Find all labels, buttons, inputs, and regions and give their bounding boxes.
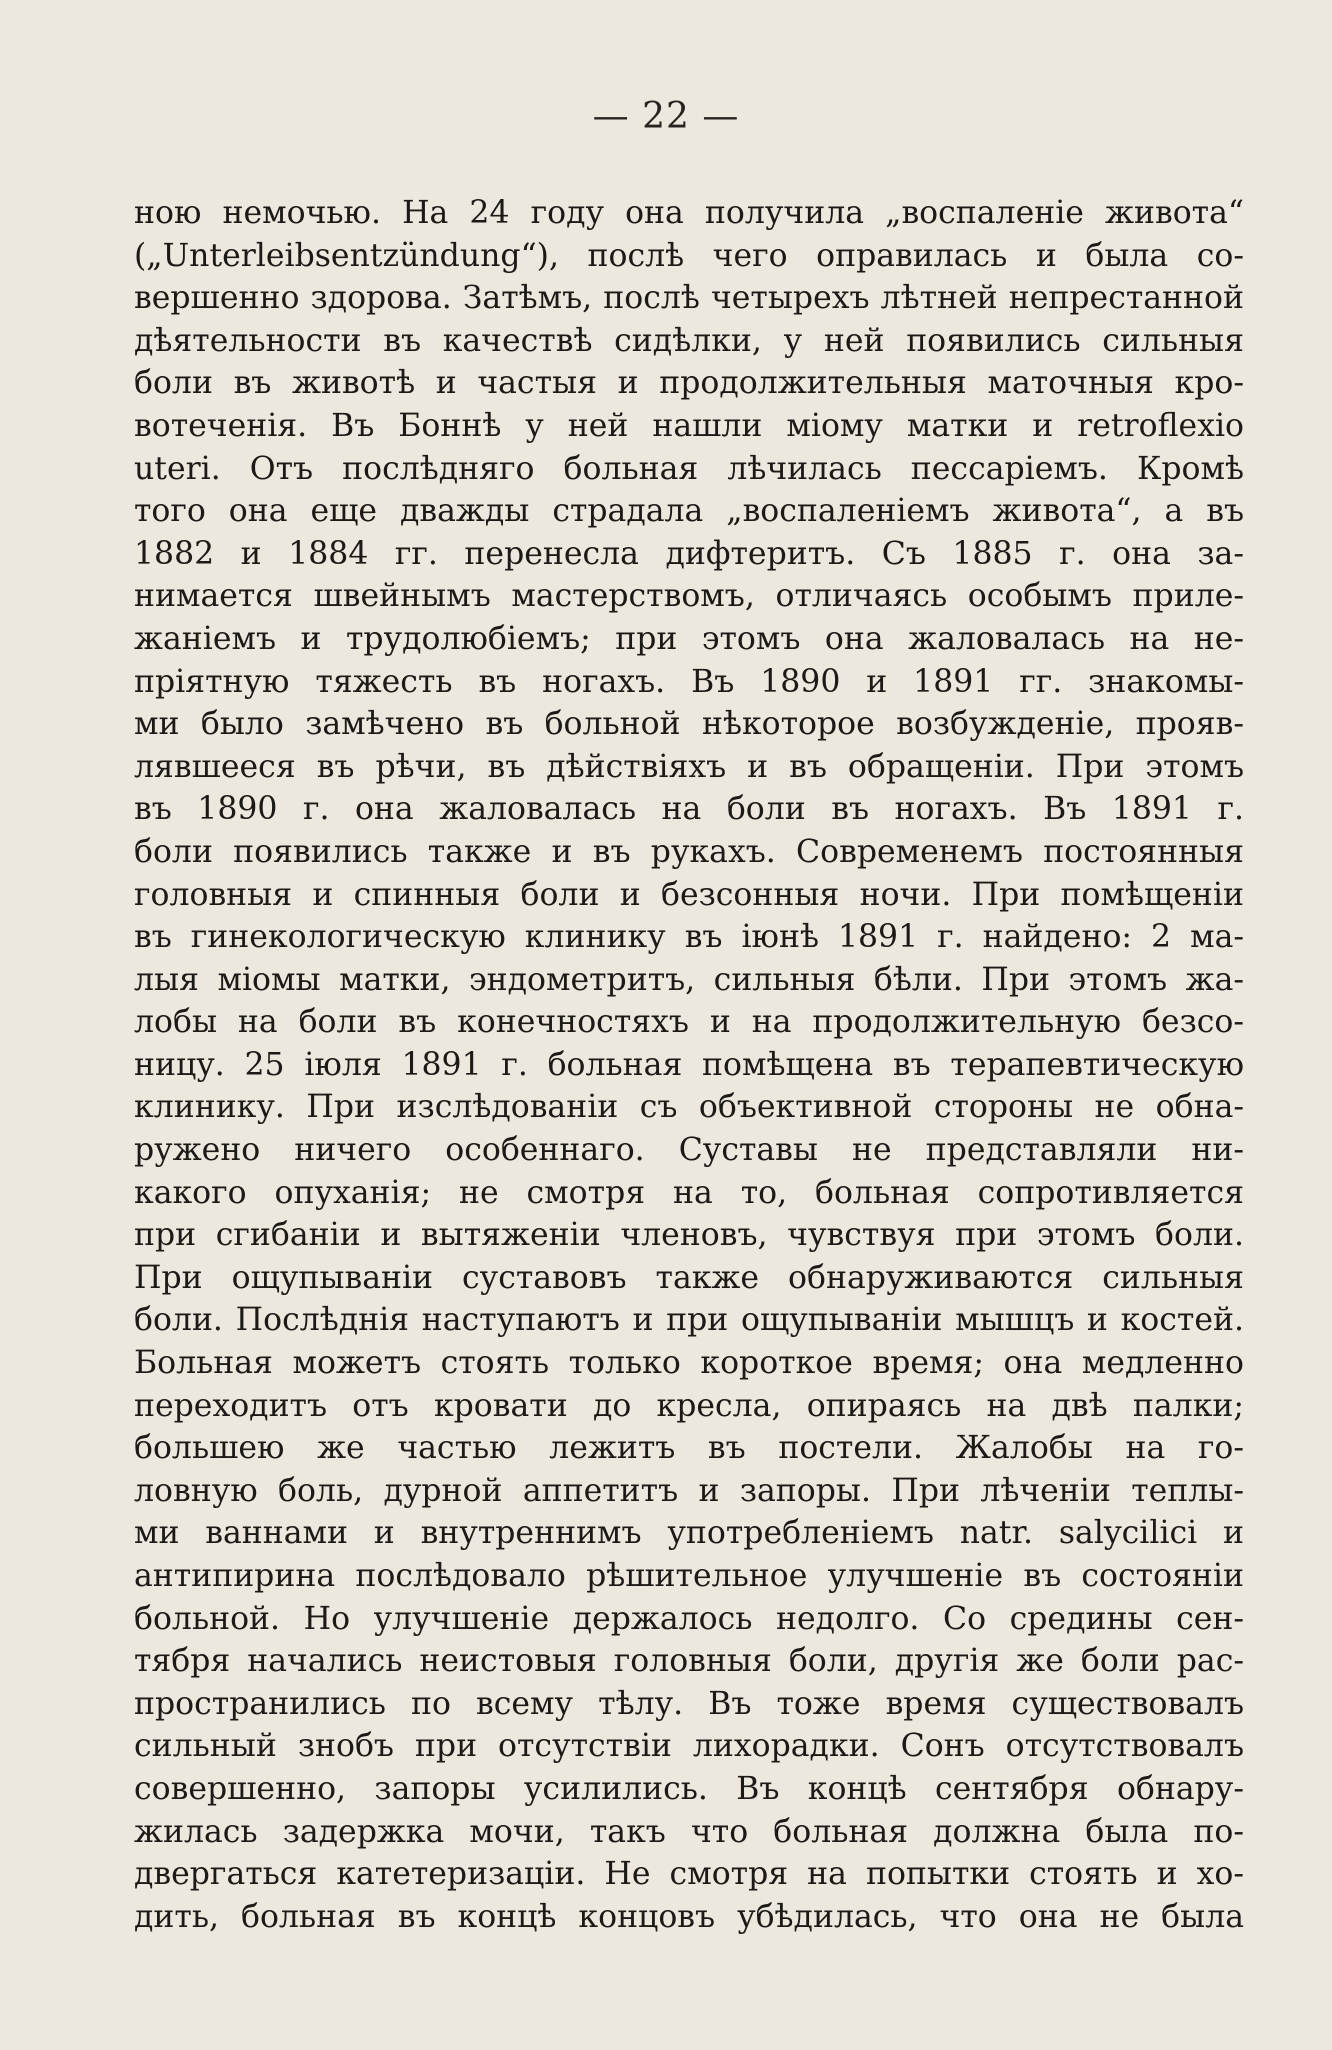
text-line: пространились по всему тѣлу. Въ тоже время существовалъ [134,1685,1244,1722]
text-line: въ гинекологическую клинику въ іюнѣ 1891 г. найдено: 2 ма- [134,919,1244,956]
text-line: двергаться катетеризаціи. Не смотря на попытки стоять и хо- [134,1856,1244,1893]
body-text [134,192,1244,1938]
text-line: переходитъ отъ кровати до кресла, опираясь на двѣ палки; [134,1387,1244,1424]
text-line: лявшееся въ рѣчи, въ дѣйствіяхъ и въ обращеніи. При этомъ [134,748,1244,785]
text-line: Больная можетъ стоять только короткое время; она медленно [134,1345,1244,1382]
text-line: ловную боль, дурной аппетитъ и запоры. При лѣченіи теплы- [134,1472,1244,1509]
text-line: клинику. При изслѣдованіи съ объективной стороны не обна- [134,1089,1244,1126]
text-line: дѣятельности въ качествѣ сидѣлки, у ней появились сильныя [134,322,1244,359]
text-line: лобы на боли въ конечностяхъ и на продолжительную безсо- [134,1004,1244,1041]
text-line: лыя міомы матки, эндометритъ, сильныя бѣли. При этомъ жа- [134,961,1244,998]
text-line: головныя и спинныя боли и безсонныя ночи. При помѣщеніи [134,876,1244,913]
text-line: сильный знобъ при отсутствіи лихорадки. Сонъ отсутствовалъ [134,1728,1244,1765]
text-line: дить, больная въ концѣ концовъ убѣдилась, что она не была [134,1898,1244,1935]
text-line: нимается швейнымъ мастерствомъ, отличаясь особымъ приле- [134,578,1244,615]
text-line: совершенно, запоры усилились. Въ концѣ сентября обнару- [134,1770,1244,1807]
text-line: какого опуханія; не смотря на то, больная сопротивляется [134,1174,1244,1211]
text-line: тября начались неистовыя головныя боли, другія же боли рас- [134,1643,1244,1680]
text-line: больной. Но улучшеніе держалось недолго. Со средины сен- [134,1600,1244,1637]
text-line: ружено ничего особеннаго. Суставы не представляли ни- [134,1132,1244,1169]
text-line: ницу. 25 іюля 1891 г. больная помѣщена въ терапевтическую [134,1046,1244,1083]
text-line: большею же частью лежитъ въ постели. Жалобы на го- [134,1430,1244,1467]
text-line: жилась задержка мочи, такъ что больная должна была по- [134,1813,1244,1850]
text-line: боли. Послѣднія наступаютъ и при ощупываніи мышцъ и костей. [134,1302,1244,1339]
text-line: ною немочью. На 24 году она получила „воспаленіе живота“ [134,195,1244,231]
page-number: — 22 — [592,96,740,137]
text-line: пріятную тяжесть въ ногахъ. Въ 1890 и 1891 гг. знакомы- [134,663,1244,700]
text-line: uteri. Отъ послѣдняго больная лѣчилась пессаріемъ. Кромѣ [134,450,1244,487]
text-line: боли появились также и въ рукахъ. Современемъ постоянныя [134,833,1244,870]
text-line: 1882 и 1884 гг. перенесла дифтеритъ. Съ 1885 г. она за- [134,535,1244,572]
text-line: ми ваннами и внутреннимъ употребленіемъ natr. salycilici и [134,1515,1244,1552]
text-line: („Unterleibsentzündung“), послѣ чего оправилась и была со- [134,237,1244,274]
text-line: боли въ животѣ и частыя и продолжительныя маточныя кро- [134,365,1244,402]
text-line: ми было замѣчено въ больной нѣкоторое возбужденіе, прояв- [134,706,1244,743]
text-line: того она еще дважды страдала „воспаленіемъ живота“, а въ [134,493,1244,530]
text-line: вершенно здорова. Затѣмъ, послѣ четырехъ лѣтней непрестанной [134,280,1244,317]
text-line: при сгибаніи и вытяженіи членовъ, чувствуя при этомъ боли. [134,1217,1244,1254]
text-line: вотеченія. Въ Боннѣ у ней нашли міому матки и retroflexio [134,407,1244,444]
text-line: въ 1890 г. она жаловалась на боли въ ногахъ. Въ 1891 г. [134,791,1244,828]
text-line: антипирина послѣдовало рѣшительное улучшеніе въ состояніи [134,1558,1244,1594]
text-line: При ощупываніи суставовъ также обнаруживаются сильныя [134,1259,1244,1296]
text-line: жаніемъ и трудолюбіемъ; при этомъ она жаловалась на не- [134,620,1244,657]
